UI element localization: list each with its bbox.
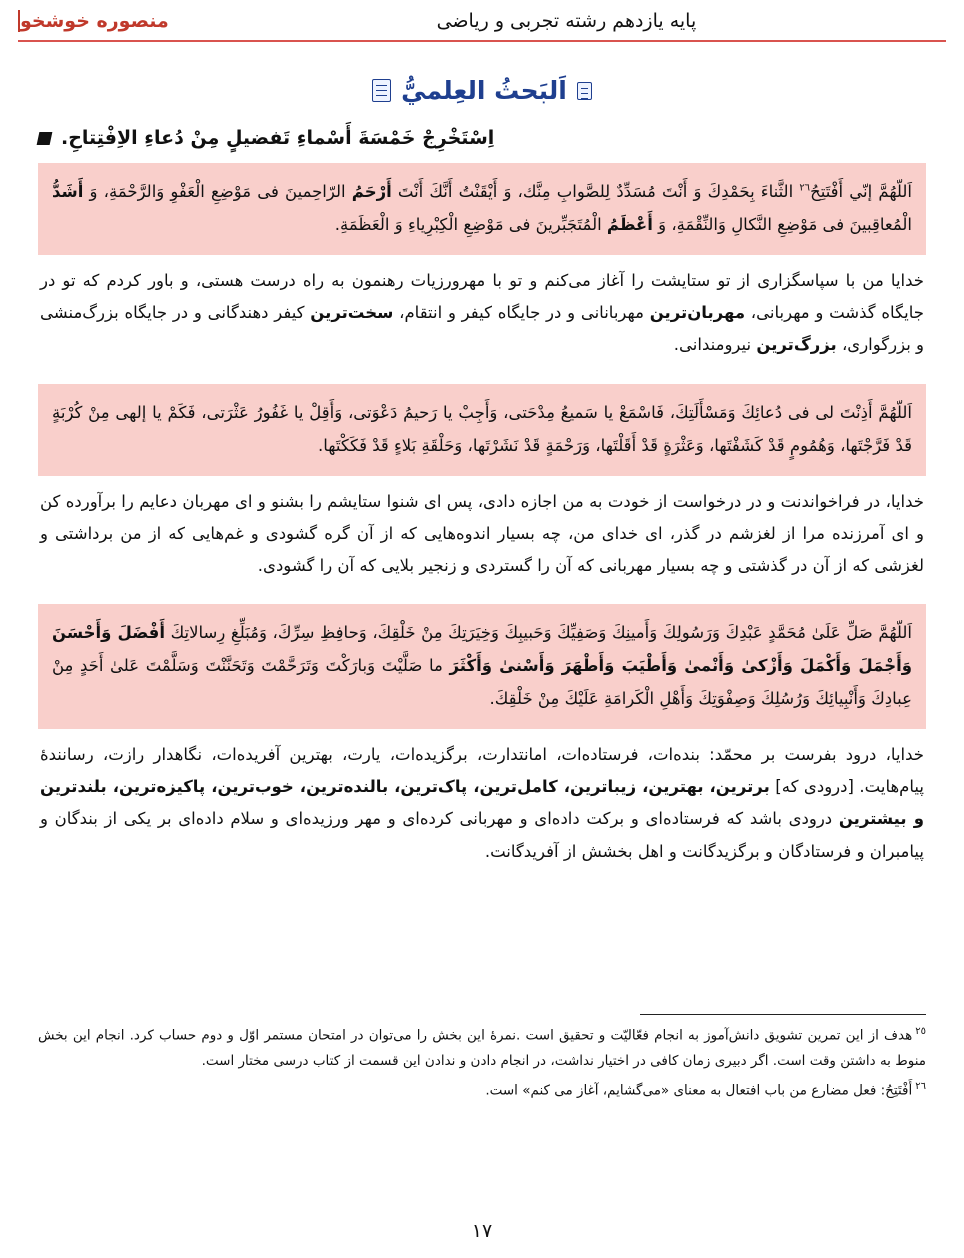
arabic-passage-1: اَللّهُمَّ إنّي أَفْتَتِحُ$^{٢٦}$ الثَّناءَ بِحَمْدِكَ وَ أَنْتَ مُسَدِّدٌ لِلصَّوابِ مِنَّك، وَ أَيْقَنْتُ أَنَّكَ أَنْتَ أَرْحَمُ الرّاحِمينَ فى مَوْضِعِ الْعَفْوِ وَالرَّحْمَةِ، وَ أَشَدُّ الْمُعاقِبينَ فى مَوْضِعِ النَّكالِ وَالنِّقْمَةِ، وَ أَعْظَمُ الْمُتَجَبِّرينَ فى مَوْضِعِ الْكِبْرِياءِ وَ الْعَظَمَةِ. — [38, 163, 926, 255]
persian-translation-2: خدایا، در فراخواندنت و در درخواست از خودت به من اجازه دادی، پس ای شنوا ستایشم را بشنو و ای مهربان دعایم را برآورده کن و ای آمرزنده مرا از لغزشم در گذر، ای خدای من، چه بسیار اندوه‌هایی که از آن گره گشودی و غم‌هایی که از من برداشتی و لغزشی که از آن در گذشتی و چه بسیار مهربانی که آن را گستردی و زنجیر بلایی که آن را گشودی. — [40, 491, 924, 575]
footnote-2-text: أَفْتَتِحُ: فعل مضارع من باب افتعال به معنای «می‌گشایم، آغاز می کنم» است. — [485, 1082, 913, 1099]
brand-name: منصوره خوشخو — [18, 10, 179, 32]
instruction-text: اِسْتَخْرِجْ خَمْسَةَ أَسْماءِ تَفضيلٍ مِنْ دُعاءِ الاِفْتِتاحِ. — [61, 127, 495, 149]
footnote-2 — [38, 1078, 926, 1103]
page-header — [18, 0, 946, 42]
section-title-row — [0, 76, 964, 105]
document-icon-secondary — [577, 82, 592, 100]
persian-translation-3: خدایا، درود بفرست بر محمّد: بنده‌ات، فرستاده‌ات، امانتدارت، برگزیده‌ات، یارت، بهترین آفریده‌ات، نگاهدار رازت، رساننده‌ٔ پیام‌هایت. [درودی که] برترین، بهترین، زیباترین، کامل‌ترین، پاک‌ترین، بالنده‌ترین، خوب‌ترین، پاکیزه‌ترین، بلندترین و بیشترین درودی باشد که فرستاده‌ای و برکت داده‌ای و مهربانی کرده‌ای و مهر ورزیده‌ای و سلام داده‌ای بر یکی از بندگان و پیامبران و فرستادگان و برگزیدگانت و اهل بخشش از آفریدگانت. — [40, 745, 925, 861]
arabic-passage-2: اَللّهُمَّ أَذِنْتَ لى فى دُعائِكَ وَمَسْأَلَتِكَ، فَاسْمَعْ يا سَميعُ مِدْحَتى، وَأَجِبْ يا رَحيمُ دَعْوَتى، وَأَقِلْ يا غَفُورُ عَثْرَتى، فَكَمْ يا إلهى مِنْ كُرْبَةٍ قَدْ فَرَّجْتَها، وَهُمُومٍ قَدْ كَشَفْتَها، وَعَثْرَةٍ قَدْ أَقَلْتَها، وَرَحْمَةٍ قَدْ نَشَرْتَها، وَحَلْقَةِ بَلاءٍ قَدْ فَكَكْتَها. — [38, 384, 926, 476]
page-number: ۱۷ — [471, 1220, 493, 1242]
square-bullet-icon — [37, 132, 53, 145]
header-title: پایه یازدهم رشته تجربی و ریاضی — [436, 10, 697, 32]
exercise-instruction — [38, 127, 914, 149]
footnote-1 — [38, 1023, 926, 1073]
footnotes-section — [38, 1014, 926, 1107]
footnote-divider — [640, 1014, 926, 1015]
persian-translation-1: خدایا من با سپاسگزاری از تو ستایشت را آغاز می‌کنم و تو با مهرورزیات رهنمون به راه درست هستی، و باور کردم که تو در جایگاه گذشت و مهربانی، مهربان‌ترین مهربانانی و در جایگاه کیفر و انتقام، سخت‌ترین کیفر دهندگانی و در جایگاه بزرگ‌منشی و بزرگواری، بزرگ‌ترین نیرومندانی. — [40, 271, 924, 355]
footnote-1-number: ٢٥ — [915, 1026, 926, 1038]
document-icon — [372, 79, 391, 102]
page-title: اَلبَحثُ العِلميُّ — [401, 76, 567, 105]
content-area — [0, 127, 964, 868]
footnote-1-text: هدف از این تمرین تشویق دانش‌آموز به انجام فعّالیّت و تحقیق است .نمرهٔ این بخش را می‌توان در امتحان مستمر اوّل و دوم حساب کرد. انجام این بخش منوط به داشتن وقت است. اگر دبیری زمان کافی در اختیار نداشت، در انجام دادن و ندادن این قسمت از کتاب درسی مختار است. — [38, 1027, 926, 1069]
arabic-passage-3: اَللّهُمَّ صَلِّ عَلَىٰ مُحَمَّدٍ عَبْدِكَ وَرَسُولِكَ وَأَمينِكَ وَصَفِيِّكَ وَحَبيبِكَ وَخِيَرَتِكَ مِنْ خَلْقِكَ، وَحافِظِ سِرِّكَ، وَمُبَلِّغِ رِسالاتِكَ أَفْضَلَ وَأَحْسَنَ وَأَجْمَلَ وَأَكْمَلَ وَأَزْكىٰ وَأَنْمىٰ وَأَطْيَبَ وَأَطْهَرَ وَأَسْنىٰ وَأَكْثَرَ ما صَلَّيْتَ وَبارَكْتَ وَتَرَحَّمْتَ وَتَحَنَّنْتَ وَسَلَّمْتَ عَلىٰ أَحَدٍ مِنْ عِبادِكَ وَأَنْبِيائِكَ وَرُسُلِكَ وَصِفْوَتِكَ وَأَهْلِ الْكَرامَةِ عَلَيْكَ مِنْ خَلْقِكَ. — [38, 604, 926, 729]
footnote-2-number: ٢٦ — [915, 1080, 926, 1092]
